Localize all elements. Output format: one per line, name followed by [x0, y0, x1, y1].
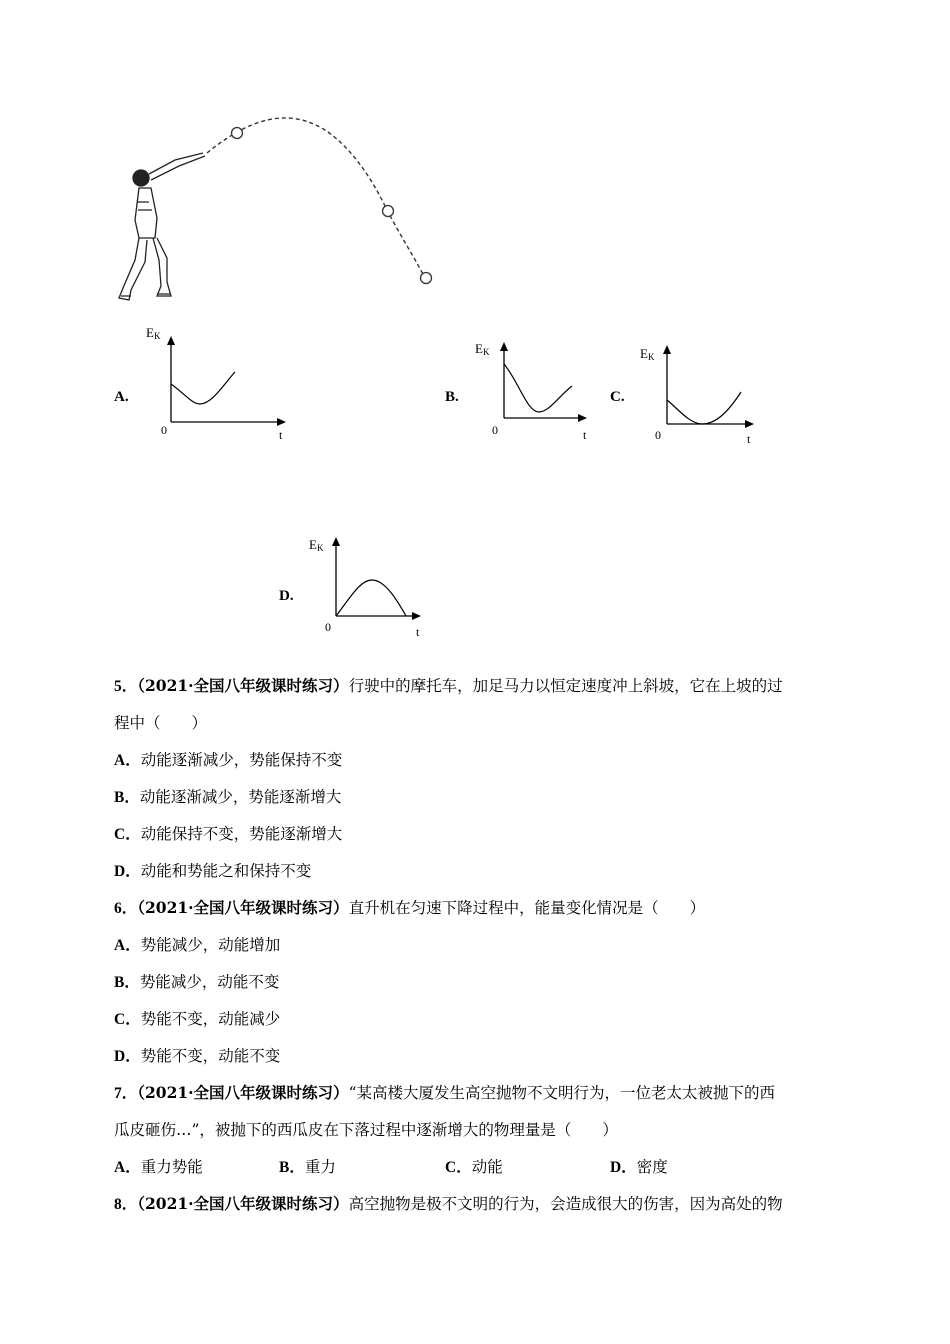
- question-source: （2021·全国八年级课时练习）: [137, 1083, 349, 1102]
- graph-d-xlabel: t: [416, 625, 420, 639]
- graph-a-xlabel: t: [279, 428, 283, 442]
- graph-d-label: D.: [279, 588, 294, 604]
- question-number: 7．: [114, 1085, 138, 1102]
- graph-d-ylabel: EK: [309, 537, 324, 553]
- graph-a: [140, 318, 300, 448]
- option-label: A．: [114, 752, 141, 769]
- question-number: 6．: [114, 900, 138, 917]
- question-text: 行驶中的摩托车，加足马力以恒定速度冲上斜坡，它在上坡的过: [348, 677, 783, 695]
- option-label: B．: [279, 1159, 305, 1176]
- ball-1: [232, 128, 243, 139]
- option-label: B．: [114, 789, 140, 806]
- option-label: D．: [610, 1159, 637, 1176]
- graph-a-ylabel: EK: [146, 325, 161, 341]
- ball-2: [383, 206, 394, 217]
- option-text: 势能减少，动能增加: [140, 936, 281, 954]
- graph-d: [305, 528, 435, 643]
- option-text: 动能和势能之和保持不变: [140, 862, 312, 880]
- option-label: D．: [114, 1048, 141, 1065]
- question-5-stem-cont: 程中（ ）: [114, 714, 208, 732]
- option-text: 势能不变，动能减少: [140, 1010, 281, 1028]
- question-number: 8．: [114, 1196, 138, 1213]
- option-label: C．: [114, 826, 141, 843]
- q5-option-d: [114, 861, 311, 882]
- option-text: 动能逐渐减少，势能保持不变: [140, 751, 343, 769]
- q7-option-d: [610, 1157, 668, 1178]
- option-label: B．: [114, 974, 140, 991]
- option-text: 势能减少，动能不变: [139, 973, 280, 991]
- option-text: 动能: [471, 1158, 503, 1176]
- graph-b-curve: [504, 364, 572, 412]
- question-source: （2021·全国八年级课时练习）: [137, 1194, 349, 1213]
- graph-a-ysub: K: [153, 331, 161, 341]
- graph-c-ylabel: EK: [640, 346, 655, 362]
- graph-b-origin: 0: [492, 423, 498, 437]
- option-text: 动能逐渐减少，势能逐渐增大: [139, 788, 342, 806]
- q5-option-a: [114, 750, 342, 771]
- question-7-stem-cont: 瓜皮砸伤…”，被抛下的西瓜皮在下落过程中逐渐增大的物理量是（ ）: [114, 1121, 618, 1139]
- graph-b-ysub: K: [482, 347, 490, 357]
- graph-b-xlabel: t: [583, 428, 587, 442]
- graph-b-ylabel: EK: [475, 341, 490, 357]
- question-source: （2021·全国八年级课时练习）: [137, 898, 349, 917]
- q5-option-b: [114, 787, 341, 808]
- question-text: “某高楼大厦发生高空抛物不文明行为，一位老太太被抛下的西: [348, 1084, 775, 1102]
- graph-a-label: A.: [114, 389, 129, 405]
- option-label: C．: [445, 1159, 472, 1176]
- graph-b-label: B.: [445, 389, 459, 405]
- option-text: 势能不变，动能不变: [140, 1047, 281, 1065]
- athlete-figure: [119, 153, 205, 300]
- question-7-stem: [114, 1083, 775, 1104]
- q6-option-d: [114, 1046, 280, 1067]
- thrower-illustration: [105, 110, 445, 310]
- question-5-stem: [114, 676, 783, 697]
- graph-c-origin: 0: [655, 428, 661, 442]
- option-text: 重力: [304, 1158, 336, 1176]
- graph-d-curve: [336, 580, 406, 616]
- graph-a-origin: 0: [161, 423, 167, 437]
- q7-option-b: [279, 1157, 336, 1178]
- question-text: 高空抛物是极不文明的行为，会造成很大的伤害，因为高处的物: [348, 1195, 783, 1213]
- graph-d-ysub: K: [316, 543, 324, 553]
- q6-option-b: [114, 972, 279, 993]
- q5-option-c: [114, 824, 342, 845]
- graph-c: [638, 334, 768, 449]
- graph-c-ysub: K: [647, 352, 655, 362]
- ball-3: [421, 273, 432, 284]
- graph-a-curve: [171, 372, 235, 404]
- q7-option-a: [114, 1157, 203, 1178]
- question-6-stem: [114, 898, 705, 919]
- question-text: 直升机在匀速下降过程中，能量变化情况是（ ）: [348, 899, 706, 917]
- option-label: D．: [114, 863, 141, 880]
- q6-option-c: [114, 1009, 280, 1030]
- option-text: 密度: [636, 1158, 668, 1176]
- graph-d-origin: 0: [325, 620, 331, 634]
- option-label: A．: [114, 937, 141, 954]
- graph-c-curve: [667, 392, 741, 424]
- trajectory-path: [207, 118, 425, 278]
- graph-c-xlabel: t: [747, 432, 751, 446]
- question-number: 5．: [114, 678, 138, 695]
- q7-option-c: [445, 1157, 503, 1178]
- graph-b: [473, 332, 603, 447]
- option-label: C．: [114, 1011, 141, 1028]
- option-text: 动能保持不变，势能逐渐增大: [140, 825, 343, 843]
- option-text: 重力势能: [140, 1158, 203, 1176]
- question-source: （2021·全国八年级课时练习）: [137, 676, 349, 695]
- q6-option-a: [114, 935, 280, 956]
- option-label: A．: [114, 1159, 141, 1176]
- question-8-stem: [114, 1194, 783, 1215]
- graph-c-label: C.: [610, 389, 625, 405]
